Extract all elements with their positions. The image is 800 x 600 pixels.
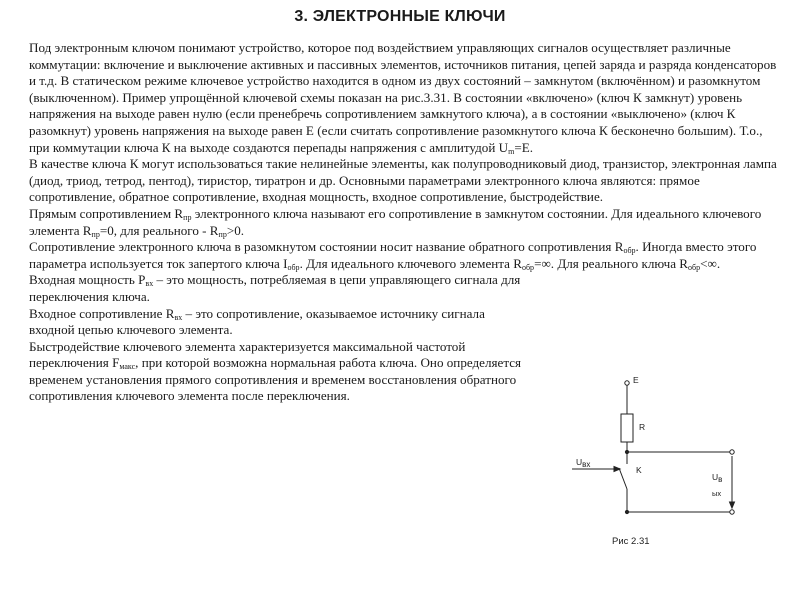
document-body: [29, 40, 779, 405]
switch-blade: [619, 468, 627, 489]
supply-terminal: [625, 381, 629, 385]
output-terminal-bottom: [730, 510, 734, 514]
paragraph-forward-resistance: Прямым сопротивлением $R_{пр}$ электронного ключа называют его сопротивление в замкнутом состоянии. Для идеального ключевого элемента $R_{пр}=0$, для реального - $R_{пр}>0$.: [29, 205, 762, 239]
figure-caption: Рис 2.31: [612, 536, 650, 547]
paragraph-speed: Быстродействие ключевого элемента характеризуется максимальной частотой переключения $F_{макс}$, при которой возможна нормальная работа ключа. Оно определяется временем установления прямого сопротивления и временем восстановления обратного сопротивления ключевого элемента после переключения.: [29, 338, 522, 404]
paragraph-input-resistance: Входное сопротивление $R_{вх}$ – это сопротивление, оказываемое источнику сигнала входной цепью ключевого элемента.: [29, 305, 485, 338]
output-arrow-head: [730, 502, 735, 508]
paragraph-key-elements: В качестве ключа К могут использоваться такие нелинейные элементы, как полупроводниковый диод, транзистор, электронная лампа (диод, триод, тетрод, пентод), тиристор, тиратрон и др. Основными параметрами электронного ключа являются: прямое сопротивление, обратное сопротивление, входная мощность, входное сопротивление, быстродействие.: [29, 156, 777, 205]
paragraph-definition: Под электронным ключом понимают устройство, которое под воздействием управляющих сигналов осуществляет различные коммутации: включение и выключение активных и пассивных элементов, источников питания, цепей заряда и разряда конденсаторов и т.д. В статическом режиме ключевое устройство находится в одном из двух состояний – замкнутом (включённом) и разомкнутом (выключенном). Пример упрощённой ключевой схемы показан на рис.3.31. В состоянии «включено» (ключ К замкнут) уровень напряжения на выходе равен нулю (если пренебречь сопротивлением замкнутого ключа), а в состоянии «выключено» (ключ К разомкнут) уровень напряжения на выходе равен Е (если считать сопротивление разомкнутого ключа К бесконечно большим). Т.о., при коммутации ключа К на выходе создаются перепады напряжения с амплитудой $U_m=E$.: [29, 40, 777, 156]
label-switch-k: K: [636, 465, 642, 475]
paragraph-reverse-resistance: Сопротивление электронного ключа в разомкнутом состоянии носит название обратного сопротивления $R_{обр}$. Иногда вместо этого параметра используется ток запертого ключа $I_{обр}$. Для идеального ключевого элемента $R_{обр}=\infty$. Для реального ключа $R_{обр}<\infty$.: [29, 239, 757, 272]
input-arrow-head: [614, 467, 620, 472]
resistor-symbol: [621, 414, 633, 442]
circuit-figure: [560, 372, 760, 557]
paragraph-input-power: Входная мощность $Р_{вх}$ – это мощность, потребляемая в цепи управляющего сигнала для переключения ключа.: [29, 272, 521, 304]
label-resistor-r: R: [639, 422, 646, 432]
label-input-voltage: $U_{вх}$: [576, 457, 591, 469]
page-title: 3. ЭЛЕКТРОННЫЕ КЛЮЧИ: [294, 8, 506, 25]
output-terminal-top: [730, 450, 734, 454]
label-output-voltage-cont: ых: [712, 489, 722, 498]
label-output-voltage: $U_в$: [712, 472, 723, 484]
label-supply-e: E: [633, 375, 639, 385]
node-bottom: [625, 510, 628, 513]
